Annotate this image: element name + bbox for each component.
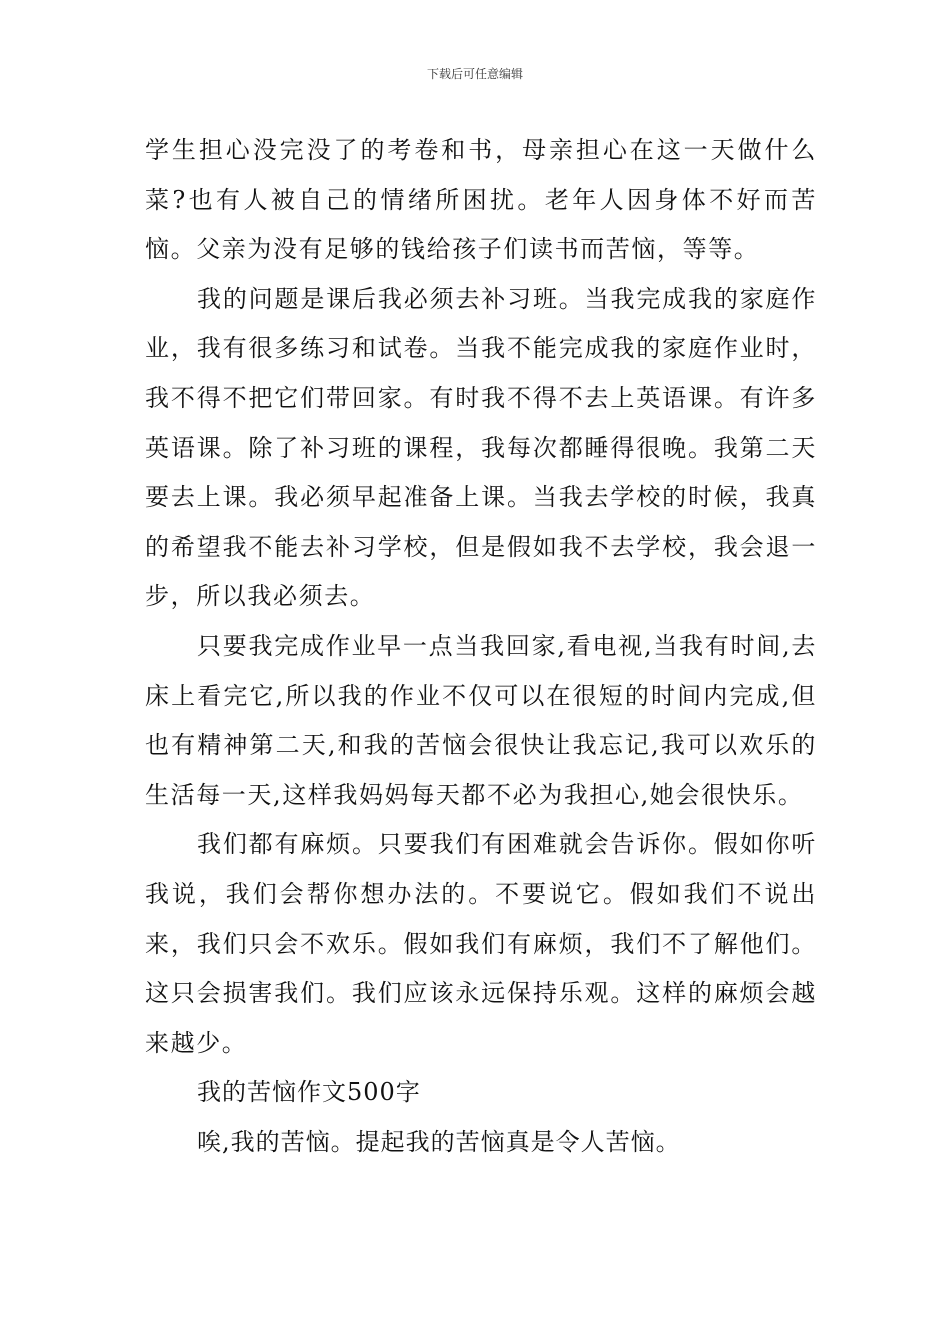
document-body [145,126,817,1167]
essay-opening-line: 唉,我的苦恼。提起我的苦恼真是令人苦恼。 [197,1127,681,1156]
paragraph-2: 我的问题是课后我必须去补习班。当我完成我的家庭作业，我有很多练习和试卷。当我不能完成我的家庭作业时，我不得不把它们带回家。有时我不得不去上英语课。有许多英语课。除了补习班的课程，我每次都睡得很晚。我第二天要去上课。我必须早起准备上课。当我去学校的时候，我真的希望我不能去补习学校，但是假如我不去学校，我会退一步，所以我必须去。 [145,284,817,611]
paragraph-3: 只要我完成作业早一点当我回家,看电视,当我有时间,去床上看完它,所以我的作业不仅可以在很短的时间内完成,但也有精神第二天,和我的苦恼会很快让我忘记,我可以欢乐的生活每一天,这样我妈妈每天都不必为我担心,她会很快乐。 [145,631,817,809]
essay-title: 我的苦恼作文500字 [197,1078,421,1107]
page-header: 下载后可任意编辑 [426,67,523,81]
paragraph-1: 学生担心没完没了的考卷和书，母亲担心在这一天做什么菜?也有人被自己的情绪所困扰。老年人因身体不好而苦恼。父亲为没有足够的钱给孩子们读书而苦恼，等等。 [145,136,817,264]
paragraph-4: 我们都有麻烦。只要我们有困难就会告诉你。假如你听我说，我们会帮你想办法的。不要说它。假如我们不说出来，我们只会不欢乐。假如我们有麻烦，我们不了解他们。这只会损害我们。我们应该永远保持乐观。这样的麻烦会越来越少。 [145,830,817,1057]
